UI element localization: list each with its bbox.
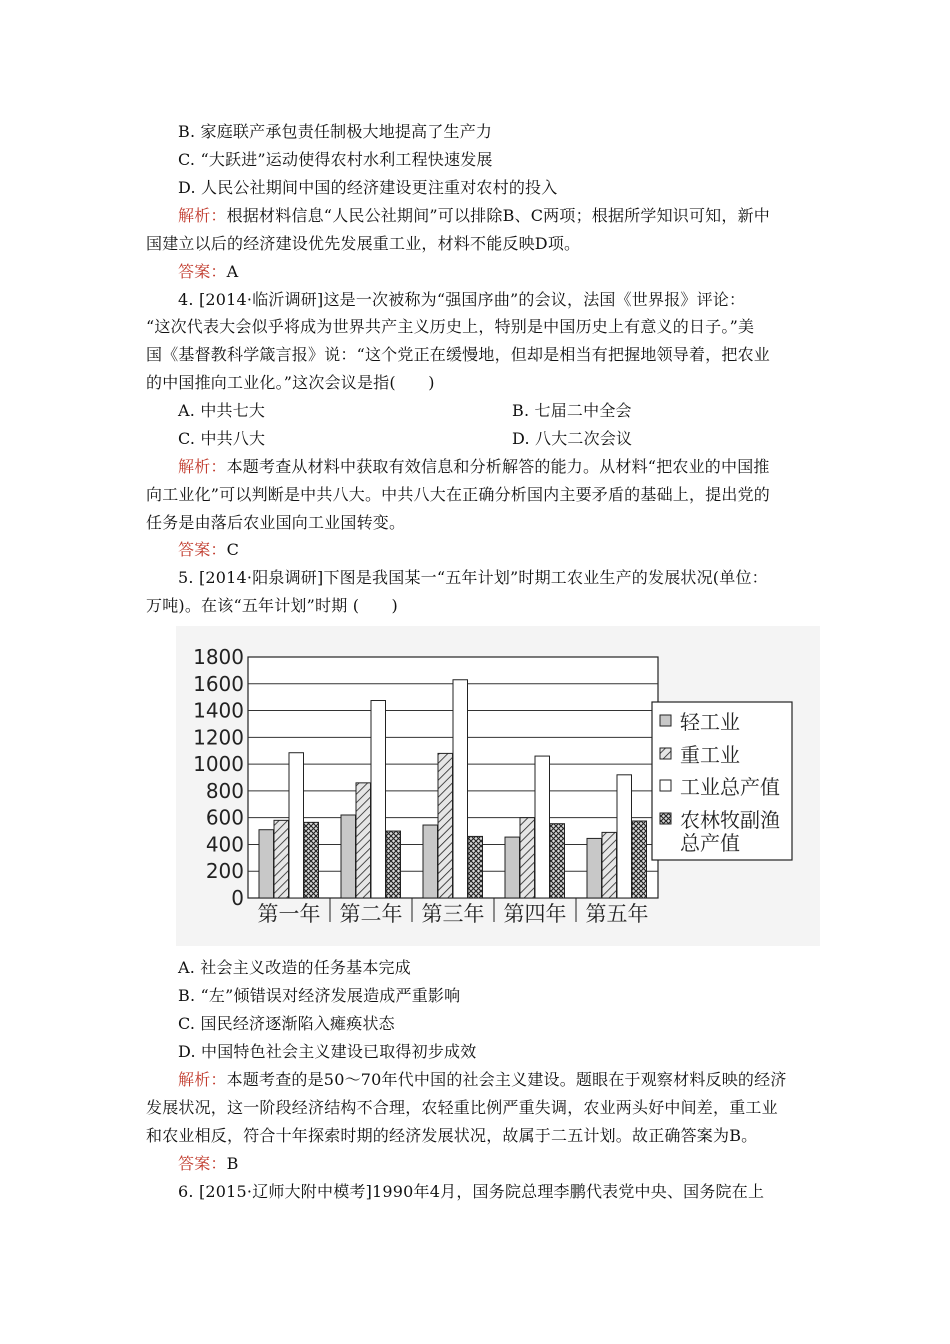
legend-label: 农林牧副渔 (680, 808, 780, 832)
q4-analysis-line-1 (178, 456, 770, 478)
q4-option-b: B. 七届二中全会 (512, 401, 632, 420)
answer-label: 答案： (178, 540, 227, 559)
legend-label: 轻工业 (680, 710, 740, 734)
analysis-label: 解析： (178, 457, 227, 476)
y-tick-label: 0 (231, 886, 244, 910)
q3-option-c: C. “大跃进”运动使得农村水利工程快速发展 (178, 150, 493, 169)
bar-heavy-industry (438, 753, 453, 898)
q4-stem-line-4: 的中国推向工业化。”这次会议是指( ) (146, 373, 435, 392)
q4-option-d: D. 八大二次会议 (512, 429, 633, 448)
bar-industry-total (289, 753, 304, 898)
y-tick-label: 400 (205, 832, 244, 857)
x-tick-label: 第五年 (585, 902, 649, 926)
answer-label: 答案： (178, 1154, 227, 1173)
y-tick-label: 1200 (193, 725, 244, 750)
bar-agriculture-total (304, 822, 319, 898)
y-tick-label: 200 (205, 859, 244, 884)
q4-stem-line-3: 国《基督教科学箴言报》说：“这个党正在缓慢地，但却是相当有把握地领导着，把农业 (146, 345, 770, 364)
bar-chart-svg (176, 626, 820, 946)
legend-swatch (660, 813, 671, 824)
legend-label: 重工业 (680, 743, 740, 767)
bar-heavy-industry (602, 832, 617, 898)
q5-option-c: C. 国民经济逐渐陷入瘫痪状态 (178, 1014, 395, 1033)
q4-option-a: A. 中共七大 (178, 401, 266, 420)
q5-option-b: B. “左”倾错误对经济发展造成严重影响 (178, 986, 461, 1005)
bar-agriculture-total (468, 836, 483, 898)
q5-stem-line-2: 万吨)。在该“五年计划”时期 ( ) (146, 596, 398, 615)
analysis-label: 解析： (178, 1070, 227, 1089)
bar-industry-total (617, 775, 632, 898)
q3-option-b: B. 家庭联产承包责任制极大地提高了生产力 (178, 122, 493, 141)
analysis-text: 根据材料信息“人民公社期间”可以排除B、C两项；根据所学知识可知，新中 (226, 206, 770, 225)
q4-stem-line-2: “这次代表大会似乎将成为世界共产主义历史上，特别是中国历史上有意义的日子。”美 (146, 317, 755, 336)
q5-answer (178, 1153, 239, 1175)
bar-heavy-industry (274, 820, 289, 898)
answer-value: C (226, 540, 240, 559)
answer-value: B (226, 1154, 239, 1173)
q5-option-a: A. 社会主义改造的任务基本完成 (178, 958, 411, 977)
legend-label: 工业总产值 (680, 775, 780, 799)
q5-analysis-line-2: 发展状况，这一阶段经济结构不合理，农轻重比例严重失调，农业两头好中间差，重工业 (146, 1098, 778, 1117)
y-tick-label: 800 (205, 778, 244, 803)
q5-option-d: D. 中国特色社会主义建设已取得初步成效 (178, 1042, 477, 1061)
bar-light-industry (423, 825, 438, 898)
x-tick-label: 第二年 (339, 902, 403, 926)
q3-option-d: D. 人民公社期间中国的经济建设更注重对农村的投入 (178, 178, 558, 197)
analysis-text: 本题考查的是50～70年代中国的社会主义建设。题眼在于观察材料反映的经济 (226, 1070, 787, 1089)
bar-agriculture-total (386, 831, 401, 898)
x-tick-label: 第四年 (503, 902, 567, 926)
legend-swatch (660, 748, 671, 759)
q4-analysis-line-3: 任务是由落后农业国向工业国转变。 (146, 513, 406, 532)
q3-answer (178, 261, 238, 283)
bar-agriculture-total (632, 821, 647, 898)
q5-analysis-line-3: 和农业相反，符合十年探索时期的经济发展状况，故属于二五计划。故正确答案为B。 (146, 1126, 758, 1145)
q5-stem-line-1: 5. [2014·阳泉调研]下图是我国某一“五年计划”时期工农业生产的发展状况(单位： (178, 568, 768, 587)
y-tick-label: 600 (205, 805, 244, 830)
legend-swatch (660, 780, 671, 791)
bar-agriculture-total (550, 824, 565, 898)
answer-value: A (226, 262, 239, 281)
bar-chart (176, 626, 820, 946)
y-tick-label: 1800 (193, 645, 244, 669)
q4-analysis-line-2: 向工业化”可以判断是中共八大。中共八大在正确分析国内主要矛盾的基础上，提出党的 (146, 485, 770, 504)
bar-heavy-industry (520, 818, 535, 898)
bar-light-industry (505, 837, 520, 898)
legend-swatch (660, 715, 671, 726)
bar-light-industry (259, 830, 274, 898)
q4-option-c: C. 中共八大 (178, 429, 266, 448)
y-tick-label: 1000 (193, 752, 244, 777)
bar-heavy-industry (356, 783, 371, 898)
y-tick-label: 1600 (193, 671, 244, 696)
y-tick-label: 1400 (193, 698, 244, 723)
q3-analysis-line-2: 国建立以后的经济建设优先发展重工业，材料不能反映D项。 (146, 234, 581, 253)
q6-stem-line-1: 6. [2015·辽师大附中模考]1990年4月，国务院总理李鹏代表党中央、国务院在上 (178, 1182, 765, 1201)
x-tick-label: 第一年 (257, 902, 321, 926)
bar-industry-total (535, 756, 550, 898)
bar-light-industry (587, 838, 602, 898)
answer-label: 答案： (178, 262, 227, 281)
bar-light-industry (341, 815, 356, 898)
bar-industry-total (371, 701, 386, 898)
analysis-text: 本题考查从材料中获取有效信息和分析解答的能力。从材料“把农业的中国推 (226, 457, 770, 476)
q4-stem-line-1: 4. [2014·临沂调研]这是一次被称为“强国序曲”的会议，法国《世界报》评论： (178, 290, 746, 309)
legend-label: 总产值 (680, 831, 740, 855)
analysis-label: 解析： (178, 206, 227, 225)
bar-industry-total (453, 680, 468, 898)
q4-answer (178, 539, 239, 561)
x-tick-label: 第三年 (421, 902, 485, 926)
q5-analysis-line-1 (178, 1069, 787, 1091)
q3-analysis-line-1 (178, 205, 770, 227)
